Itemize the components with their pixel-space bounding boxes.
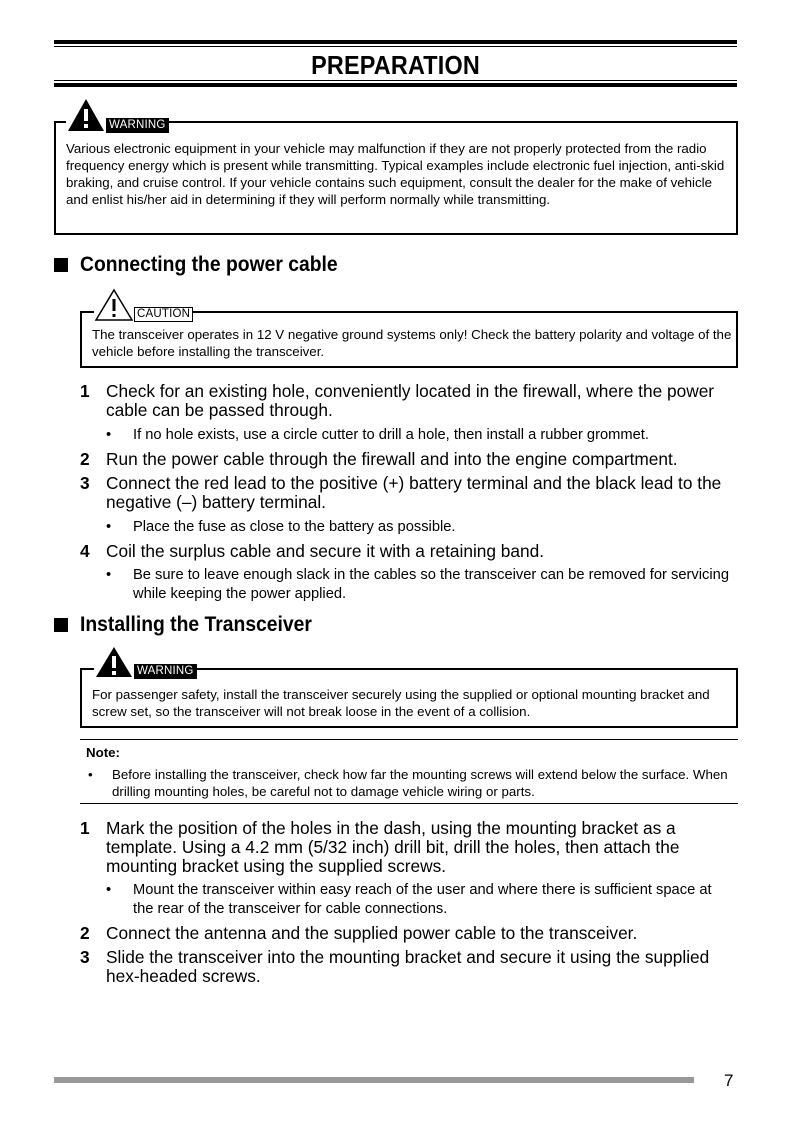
note-label: Note: — [86, 745, 120, 760]
caution-text: The transceiver operates in 12 V negative ground systems only! Check the battery polarity and voltage of the vehicle before installing the transceiver. — [92, 327, 732, 359]
warning-triangle-icon — [94, 645, 134, 679]
bullet-dot-icon: • — [106, 519, 112, 535]
section-heading-text: Installing the Transceiver — [80, 613, 312, 636]
square-bullet-icon — [54, 258, 68, 272]
step-text: Run the power cable through the firewall and into the engine compartment. — [106, 449, 678, 469]
warning-tag-intro — [66, 97, 169, 133]
step-text: Mark the position of the holes in the dash, using the mounting bracket as a template. Using a 4.2 mm (5/32 inch) drill bit, drill the holes, then attach the mounting bracket using the supplied screws. — [106, 818, 680, 876]
step-number: 1 — [80, 818, 90, 838]
caution-triangle-icon — [94, 288, 134, 322]
bullet-text: Mount the transceiver within easy reach of the user and where there is sufficient space at the rear of the transceiver for cable connections. — [133, 882, 712, 917]
header-top-rule — [54, 40, 737, 44]
bullet-dot-icon: • — [106, 882, 112, 898]
step-text: Connect the red lead to the positive (+) battery terminal and the black lead to the negative (–) battery terminal. — [106, 473, 722, 512]
warning-text-install: For passenger safety, install the transceiver securely using the supplied or optional mounting bracket and screw set, so the transceiver will not break loose in the event of a collision. — [92, 687, 710, 719]
bullet-dot-icon: • — [106, 567, 112, 583]
note-bottom-rule — [80, 803, 738, 804]
warning-tag-label: WARNING — [134, 664, 197, 679]
step-number: 3 — [80, 473, 90, 493]
header-bottom-rule — [54, 83, 737, 87]
step-number: 4 — [80, 541, 90, 561]
note-top-rule — [80, 739, 738, 740]
section-heading-installing — [54, 613, 332, 637]
page-title: PREPARATION — [311, 50, 480, 80]
step-text: Connect the antenna and the supplied power cable to the transceiver. — [106, 923, 638, 943]
bullet-text: Be sure to leave enough slack in the cables so the transceiver can be removed for servicing while keeping the power applied. — [133, 567, 729, 602]
section-heading-text: Connecting the power cable — [80, 253, 338, 276]
section-heading-power-cable — [54, 253, 360, 277]
bullet-text: If no hole exists, use a circle cutter to drill a hole, then install a rubber grommet. — [133, 427, 649, 443]
warning-tag-label: WARNING — [106, 118, 169, 133]
page-number: 7 — [724, 1071, 734, 1090]
step-text: Coil the surplus cable and secure it with a retaining band. — [106, 541, 545, 561]
caution-tag-label: CAUTION — [134, 307, 193, 322]
footer-bar — [54, 1077, 694, 1083]
square-bullet-icon — [54, 618, 68, 632]
caution-tag — [94, 288, 193, 322]
warning-triangle-icon — [66, 97, 106, 133]
note-text: Before installing the transceiver, check how far the mounting screws will extend below the surface. When drilling mounting holes, be careful not to damage vehicle wiring or parts. — [112, 767, 728, 799]
bullet-dot-icon: • — [106, 427, 112, 443]
header-bottom-thin-rule — [54, 80, 737, 81]
step-number: 2 — [80, 923, 90, 943]
warning-tag-install — [94, 645, 197, 679]
step-number: 1 — [80, 381, 90, 401]
bullet-text: Place the fuse as close to the battery as possible. — [133, 519, 456, 535]
bullet-dot-icon: • — [88, 767, 93, 782]
header-top-thin-rule — [54, 46, 737, 47]
step-number: 2 — [80, 449, 90, 469]
step-text: Check for an existing hole, conveniently located in the firewall, where the power cable can be passed through. — [106, 381, 715, 420]
step-number: 3 — [80, 947, 90, 967]
step-text: Slide the transceiver into the mounting bracket and secure it using the supplied hex-headed screws. — [106, 947, 710, 986]
warning-text-intro: Various electronic equipment in your vehicle may malfunction if they are not properly protected from the radio frequency energy which is present while transmitting. Typical examples include electronic fuel injection, anti-skid braking, and cruise control. If your vehicle contains such equipment, consult the dealer for the make of vehicle and enlist his/her aid in determining if they will perform normally while transmitting. — [66, 141, 725, 207]
